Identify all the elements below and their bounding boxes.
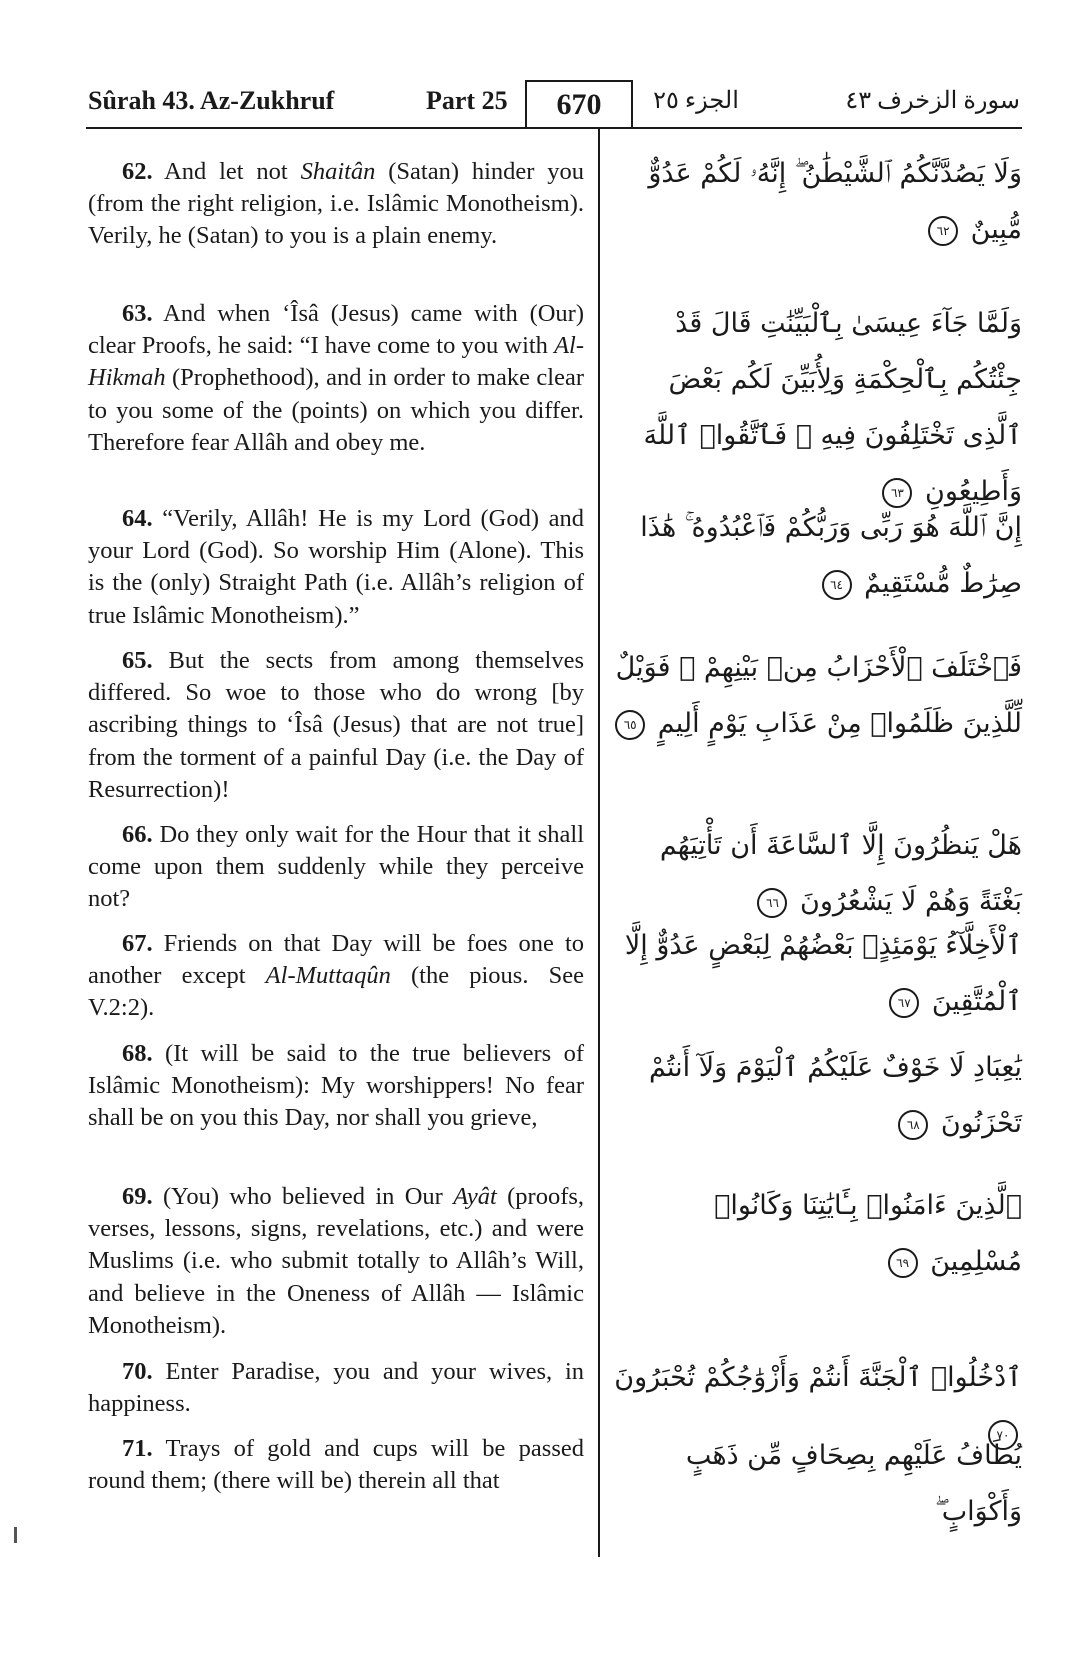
verse-arabic [614, 918, 1022, 1030]
arabic-text: هَلْ يَنظُرُونَ إِلَّا ٱلسَّاعَةَ أَن تَأْتِيَهُم بَغْتَةً وَهُمْ لَا يَشْعُرُونَ [659, 830, 1022, 917]
translation-text: (proofs, verses, lessons, signs, revelations, etc.) and were Muslims (i.e. who submit totally to Allâh’s Will, and believe in the Oneness of Allâh — Islâmic Monotheism). [88, 1183, 585, 1339]
arabic-text: إِنَّ ٱللَّهَ هُوَ رَبِّى وَرَبُّكُمْ فَٱعْبُدُوهُ ۚ هَٰذَا صِرَٰطٌ مُّسْتَقِيمٌ [640, 512, 1022, 599]
verse-arabic [614, 1178, 1022, 1290]
ayah-end-marker: ٧٠ [988, 1420, 1018, 1450]
arabic-text: فَٱخْتَلَفَ ٱلْأَحْزَابُ مِنۢ بَيْنِهِمْ ۖ فَوَيْلٌ لِّلَّذِينَ ظَلَمُوا۟ مِنْ عَذَابِ يَوْمٍ أَلِيمٍ [615, 652, 1022, 739]
arabic-text: يُطَافُ عَلَيْهِم بِصِحَافٍ مِّن ذَهَبٍ وَأَكْوَابٍ ۖ [685, 1440, 1022, 1527]
verse-translation [88, 819, 584, 916]
verse-number: 64. [122, 505, 153, 532]
verse-translation [88, 298, 584, 459]
verse-number: 70. [122, 1358, 153, 1385]
italic-term: Al-Muttaqûn [265, 962, 391, 990]
verse-number: 69. [122, 1183, 153, 1210]
verse-arabic [614, 296, 1022, 520]
ayah-end-marker: ٦٨ [898, 1110, 928, 1140]
ayah-end-marker: ٦٧ [889, 988, 919, 1018]
ayah-end-marker: ٦٩ [888, 1248, 918, 1278]
part-label-en: Part 25 [426, 86, 508, 115]
translation-text: And let not [164, 158, 301, 185]
italic-term: Al-Hikmah [88, 332, 584, 392]
verse-arabic [614, 640, 1022, 752]
verse-translation [88, 928, 584, 1025]
translation-text: And when ‘Îsâ (Jesus) came with (Our) clear Proofs, he said: “I have come to you with [88, 300, 584, 360]
verse-translation [88, 1181, 584, 1342]
verse-number: 63. [122, 300, 153, 327]
ayah-end-marker: ٦٣ [882, 478, 912, 508]
surah-title-ar: سورة الزخرف ٤٣ [845, 88, 1020, 114]
verse-arabic [614, 500, 1022, 612]
verse-translation [88, 1038, 584, 1135]
translation-text: (Satan) hinder you (from the right religion, i.e. Islâmic Monotheism). Verily, he (Satan) to you is a plain enemy. [88, 158, 584, 250]
translation-text: Friends on that Day will be foes one to another except [88, 930, 585, 990]
translation-text: But the sects from among themselves differed. So woe to those who do wrong [by ascribing things to ‘Îsâ (Jesus) that are not true] from the torment of a painful Day (i.e. the Day of Resurrection)! [88, 647, 584, 803]
page-number-box [525, 80, 633, 127]
verse-translation [88, 1356, 584, 1420]
verse-translation [88, 503, 584, 632]
translation-text: (the pious. See V.2:2). [88, 962, 584, 1022]
ayah-end-marker: ٦٤ [822, 570, 852, 600]
surah-title-en: Sûrah 43. Az-Zukhruf [88, 86, 335, 115]
verse-number: 62. [122, 158, 153, 185]
header-rule [86, 127, 1022, 129]
translation-text: (Prophethood), and in order to make clear to you some of the (points) on which you differ. Therefore fear Allâh and obey me. [88, 364, 584, 456]
ayah-end-marker: ٦٢ [928, 216, 958, 246]
ayah-end-marker: ٦٥ [615, 710, 645, 740]
arabic-text: وَلَا يَصُدَّنَّكُمُ ٱلشَّيْطَٰنُ ۖ إِنَّهُۥ لَكُمْ عَدُوٌّ مُّبِينٌ [648, 158, 1022, 245]
ayah-end-marker: ٦٦ [757, 888, 787, 918]
translation-text: “Verily, Allâh! He is my Lord (God) and your Lord (God). So worship Him (Alone). This is the (only) Straight Path (i.e. Allâh’s religion of true Islâmic Monotheism).” [88, 505, 584, 629]
arabic-text: ٱلْأَخِلَّآءُ يَوْمَئِذٍۭ بَعْضُهُمْ لِبَعْضٍ عَدُوٌّ إِلَّا ٱلْمُتَّقِينَ [624, 930, 1022, 1017]
margin-mark [14, 1527, 17, 1543]
verse-number: 68. [122, 1040, 153, 1067]
verse-translation [88, 156, 584, 253]
translation-text: (You) who believed in Our [163, 1183, 454, 1210]
arabic-text: وَلَمَّا جَآءَ عِيسَىٰ بِٱلْبَيِّنَٰتِ قَالَ قَدْ جِئْتُكُم بِٱلْحِكْمَةِ وَلِأُبَيِّنَ لَكُم بَعْضَ ٱلَّذِى تَخْتَلِفُونَ فِيهِ ۖ فَٱتَّقُوا۟ ٱللَّهَ وَأَطِيعُونِ [643, 308, 1022, 507]
translation-text: Enter Paradise, you and your wives, in happiness. [88, 1358, 585, 1418]
arabic-text: ٱلَّذِينَ ءَامَنُوا۟ بِـَٔايَٰتِنَا وَكَانُوا۟ مُسْلِمِينَ [714, 1190, 1022, 1277]
column-divider [598, 127, 600, 1557]
verse-number: 67. [122, 930, 153, 957]
italic-term: Ayât [453, 1183, 497, 1210]
verse-arabic [614, 818, 1022, 930]
verse-translation [88, 645, 584, 806]
translation-text: Trays of gold and cups will be passed round them; (there will be) therein all that [88, 1435, 584, 1495]
arabic-text: يَٰعِبَادِ لَا خَوْفٌ عَلَيْكُمُ ٱلْيَوْمَ وَلَآ أَنتُمْ تَحْزَنُونَ [649, 1052, 1022, 1139]
verse-number: 65. [122, 647, 153, 674]
page-number: 670 [556, 88, 602, 121]
verse-translation [88, 1433, 584, 1497]
part-label-ar: الجزء ٢٥ [653, 88, 739, 114]
verse-arabic [614, 1040, 1022, 1152]
verse-number: 66. [122, 821, 153, 848]
page-header [86, 80, 1022, 128]
verse-arabic [614, 146, 1022, 258]
italic-term: Shaitân [300, 158, 376, 185]
translation-text: (It will be said to the true believers of Islâmic Monotheism): My worshippers! No fear shall be on you this Day, nor shall you grieve, [88, 1040, 584, 1132]
translation-text: Do they only wait for the Hour that it shall come upon them suddenly while they perceive not? [88, 821, 585, 913]
verse-number: 71. [122, 1435, 153, 1462]
verse-arabic [614, 1428, 1022, 1540]
arabic-text: ٱدْخُلُوا۟ ٱلْجَنَّةَ أَنتُمْ وَأَزْوَٰجُكُمْ تُحْبَرُونَ [614, 1362, 1022, 1393]
